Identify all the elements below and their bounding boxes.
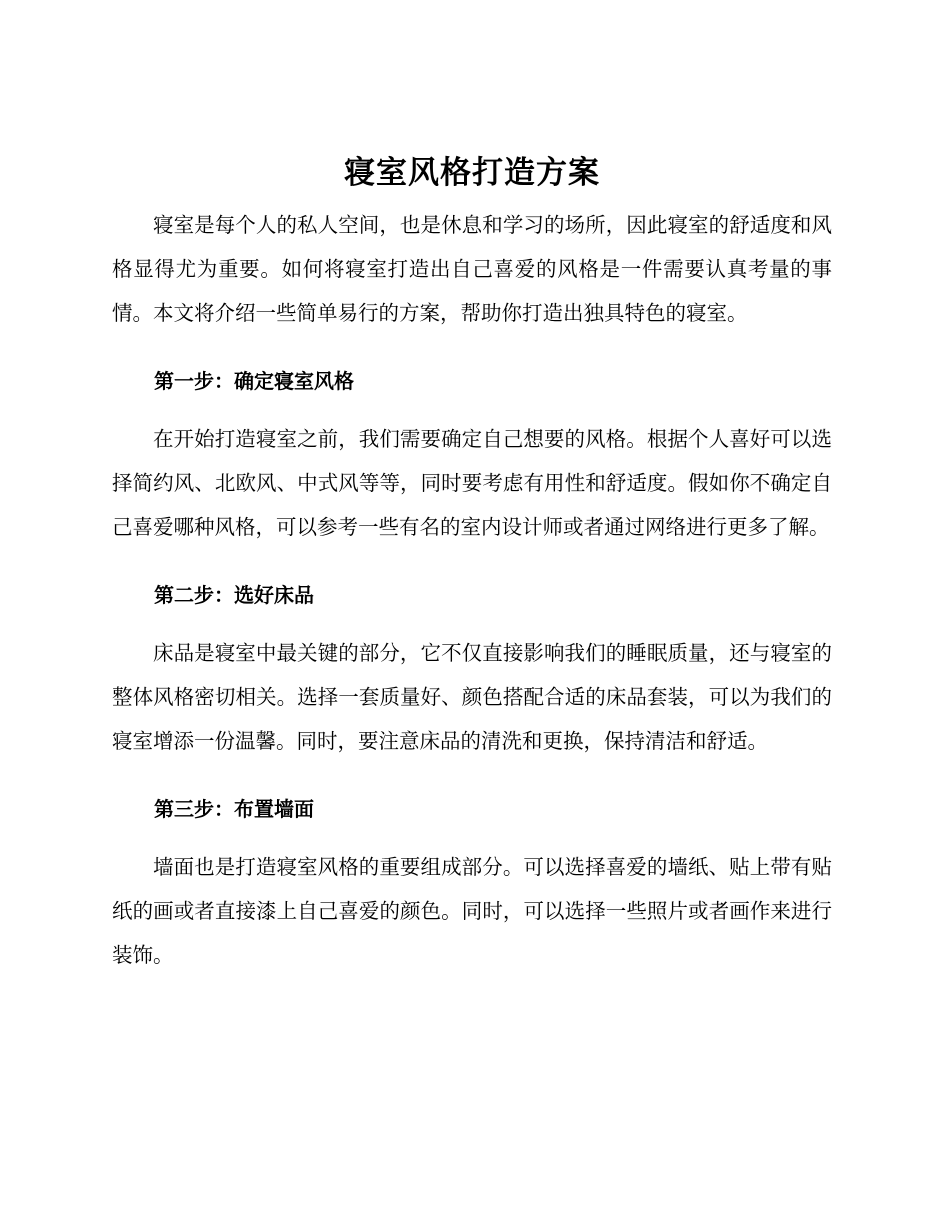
section-body-step-1: 在开始打造寝室之前，我们需要确定自己想要的风格。根据个人喜好可以选择简约风、北欧风、中式风等等，同时要考虑有用性和舒适度。假如你不确定自己喜爱哪种风格，可以参考一些有名的室内设计师或者通过网络进行更多了解。 [112, 427, 832, 539]
spacer [112, 763, 832, 793]
spacer [112, 611, 832, 631]
document-page [112, 150, 832, 977]
section-body-step-3: 墙面也是打造寝室风格的重要组成部分。可以选择喜爱的墙纸、贴上带有贴纸的画或者直接漆上自己喜爱的颜色。同时，可以选择一些照片或者画作来进行装饰。 [112, 855, 832, 967]
spacer [112, 397, 832, 417]
spacer [112, 825, 832, 845]
intro-paragraph: 寝室是每个人的私人空间，也是休息和学习的场所，因此寝室的舒适度和风格显得尤为重要。如何将寝室打造出自己喜爱的风格是一件需要认真考量的事情。本文将介绍一些简单易行的方案，帮助你打造出独具特色的寝室。 [112, 213, 832, 325]
document-title: 寝室风格打造方案 [344, 155, 600, 191]
section-heading-step-1: 第一步：确定寝室风格 [154, 369, 354, 393]
spacer [112, 335, 832, 365]
section-heading-step-3: 第三步：布置墙面 [154, 797, 314, 821]
section-heading-step-2: 第二步：选好床品 [154, 583, 314, 607]
section-body-step-2: 床品是寝室中最关键的部分，它不仅直接影响我们的睡眠质量，还与寝室的整体风格密切相关。选择一套质量好、颜色搭配合适的床品套装，可以为我们的寝室增添一份温馨。同时，要注意床品的清洗和更换，保持清洁和舒适。 [112, 641, 832, 753]
spacer [112, 549, 832, 579]
